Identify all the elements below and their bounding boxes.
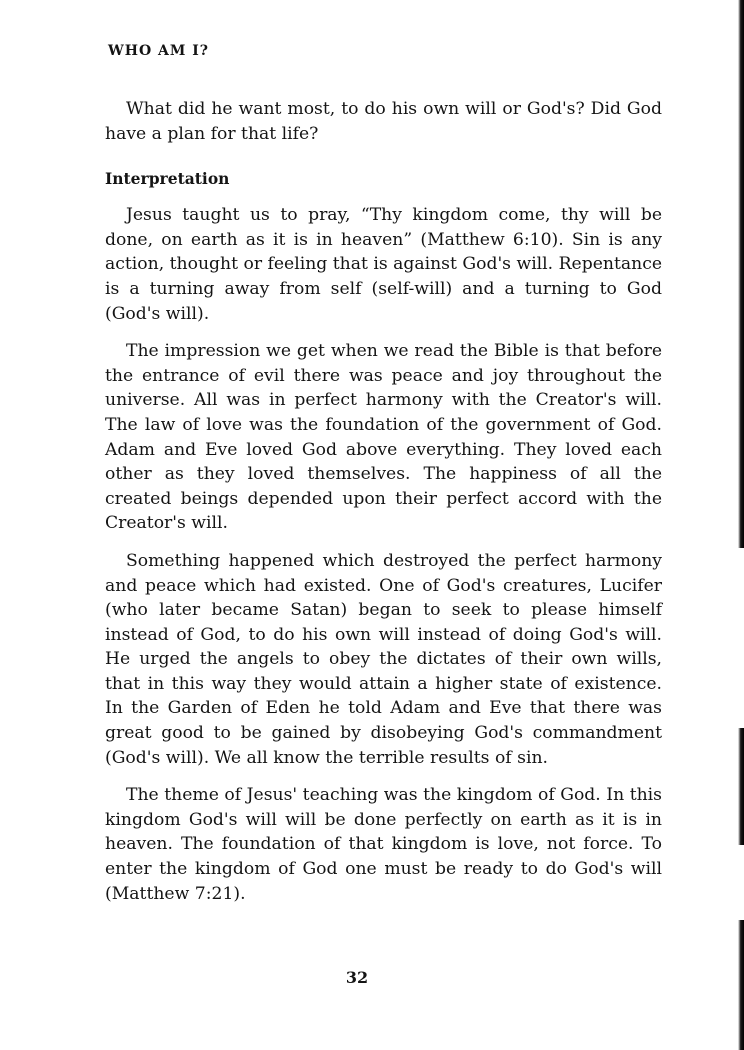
paragraph-3: Something happened which destroyed the perfect harmony and peace which had existed. One of God's creatures, Lucifer (who later became Satan) began to seek to please himself instead of God, to do his own will instead of doing God's will. He urged the angels to obey the dictates of their own wills, that in this way they would attain a higher state of existence. In the Garden of Eden he told Adam and Eve that there was great good to be gained by disobeying God's commandment (God's will). We all know the terrible results of sin. bbox=[105, 550, 662, 768]
intro-paragraph: What did he want most, to do his own will or God's? Did God have a plan for that life? bbox=[105, 99, 662, 144]
page-body bbox=[105, 97, 662, 906]
binding-edge-gap bbox=[738, 548, 744, 728]
paragraph-1: Jesus taught us to pray, “Thy kingdom come, thy will be done, on earth as it is in heaven” (Matthew 6:10). Sin is any action, thought or feeling that is against God's will. Repentance is a turning away from self (self-will) and a turning to God (God's will). bbox=[105, 205, 662, 324]
binding-edge-gap bbox=[738, 845, 744, 920]
paragraph-2: The impression we get when we read the Bible is that before the entrance of evil there was peace and joy throughout the universe. All was in perfect harmony with the Creator's will. The law of love was the foundation of the government of God. Adam and Eve loved God above everything. They loved each other as they loved themselves. The happiness of all the created beings depended upon their perfect accord with the Creator's will. bbox=[105, 341, 662, 534]
page-number: 32 bbox=[345, 968, 369, 987]
paragraph-4: The theme of Jesus' teaching was the kingdom of God. In this kingdom God's will will be done perfectly on earth as it is in heaven. The foundation of that kingdom is love, not force. To enter the kingdom of God one must be ready to do God's will (Matthew 7:21). bbox=[105, 785, 662, 904]
running-head: WHO AM I? bbox=[108, 43, 210, 59]
section-heading: Interpretation bbox=[105, 169, 230, 189]
